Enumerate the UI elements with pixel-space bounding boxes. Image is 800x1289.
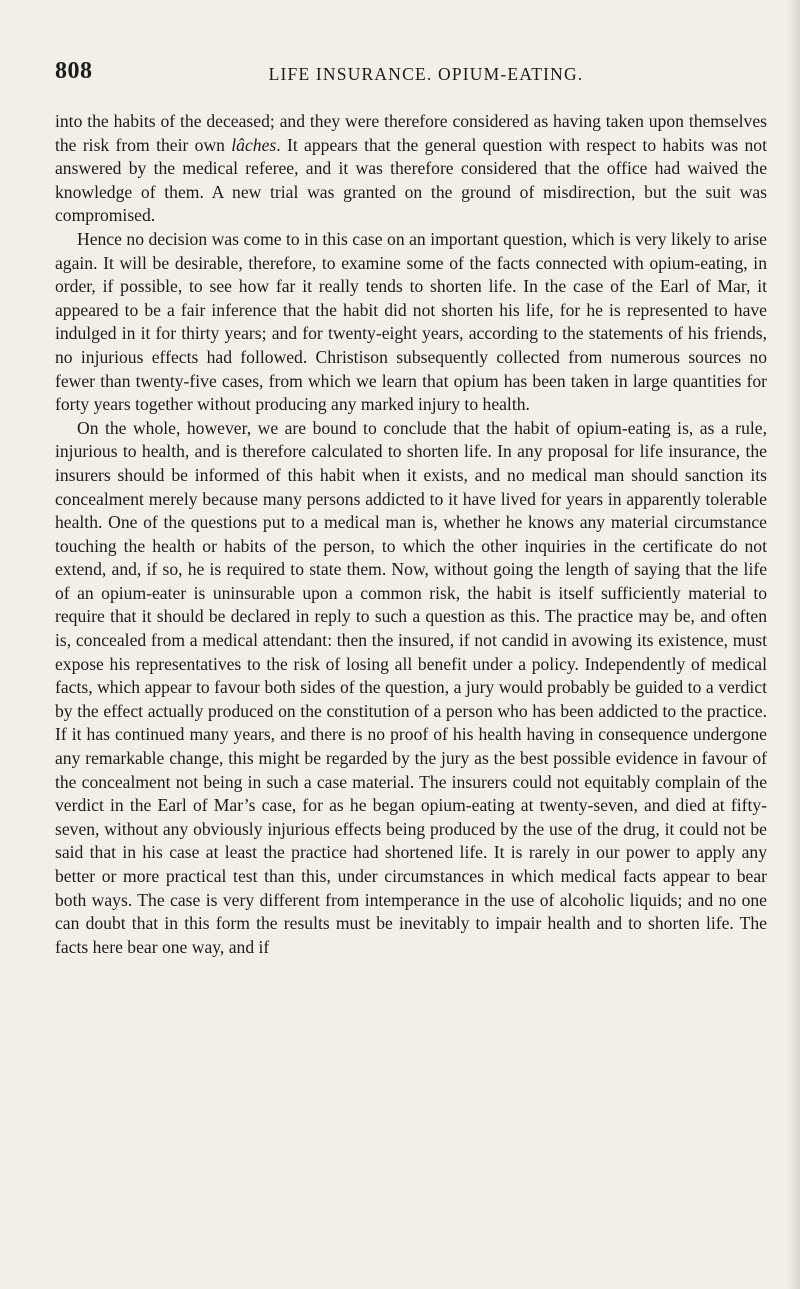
paragraph-1-text-b: . It appears that the general question with respect to habits was not answered by the medical referee, and it was therefore considered that the office had waived the knowledge of them. A new trial was granted on the ground of misdirection, but the suit was compromised. xyxy=(55,134,767,226)
paragraph-1-text-a: into the habits of the deceased; and they were therefore considered as having taken upon themselves the risk from their own xyxy=(55,111,767,155)
page-edge-shadow xyxy=(786,0,800,1289)
paragraph-3: On the whole, however, we are bound to conclude that the habit of opium-eating is, as a rule, injurious to health, and is therefore calculated to shorten life. In any proposal for life insurance, the insurers should be informed of this habit when it exists, and no medical man should sanction its concealment merely because many persons addicted to it have lived for years in apparently tolerable health. One of the questions put to a medical man is, whether he knows any material circumstance touching the health or habits of the person, to which the other inquiries in the certificate do not extend, and, if so, he is required to state them. Now, without going the length of saying that the life of an opium-eater is uninsurable upon a common risk, the habit is itself sufficiently material to require that it should be declared in reply to such a question as this. The practice may be, and often is, concealed from a medical attendant: then the insured, if not candid in avowing its existence, must expose his representatives to the risk of losing all benefit under a policy. Independently of medical facts, which appear to favour both sides of the question, a jury would probably be guided to a verdict by the effect actually produced on the constitution of a person who has been addicted to the practice. If it has continued many years, and there is no proof of his health having in consequence undergone any remarkable change, this might be regarded by the jury as the best possible evidence in favour of the concealment not being in such a case material. The insurers could not equitably complain of the verdict in the Earl of Mar’s case, for as he began opium-eating at twenty-seven, and died at fifty-seven, without any obviously injurious effects being produced by the use of the drug, it could not be said that in his case at least the practice had shortened life. It is rarely in our power to apply any better or more practical test than this, under circumstances in which medical facts appear to bear both ways. The case is very different from intemperance in the use of alcoholic liquids; and no one can doubt that in this form the results must be inevitably to impair health and to shorten life. The facts here bear one way, and if xyxy=(55,417,767,957)
paragraph-2: Hence no decision was come to in this case on an important question, which is very likely to arise again. It will be desirable, therefore, to examine some of the facts connected with opium-eating, in order, if possible, to see how far it really tends to shorten life. In the case of the Earl of Mar, it appeared to be a fair inference that the habit did not shorten his life, for he is represented to have indulged in it for thirty years; and for twenty-eight years, according to the statements of his friends, no injurious effects had followed. Christison subsequently collected from numerous sources no fewer than twenty-five cases, from which we learn that opium has been taken in large quantities for forty years together without producing any marked injury to health. xyxy=(55,228,767,415)
running-title: LIFE INSURANCE. OPIUM-EATING. xyxy=(268,64,584,84)
body-text xyxy=(55,110,767,959)
paragraph-1-italic-word: lâches xyxy=(231,134,277,155)
paragraph-1 xyxy=(55,110,767,228)
page-header xyxy=(55,58,767,86)
page-number: 808 xyxy=(55,58,93,84)
